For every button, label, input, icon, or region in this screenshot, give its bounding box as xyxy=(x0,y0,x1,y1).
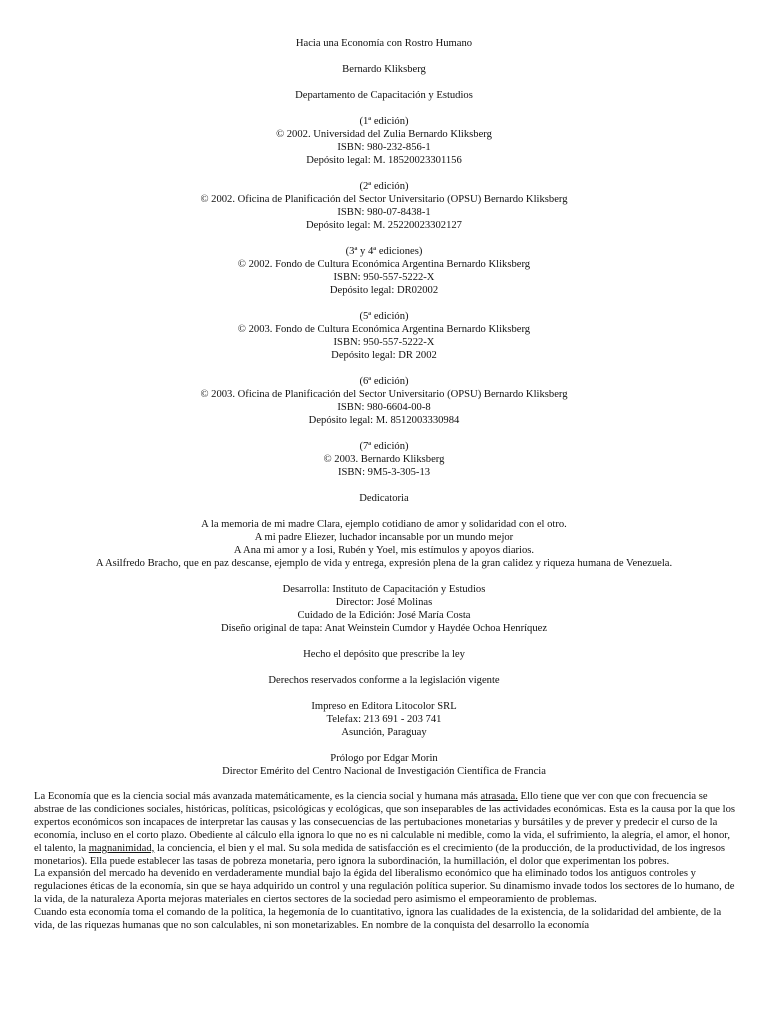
edition-label: (2ª edición) xyxy=(359,181,409,192)
edition-label: (3ª y 4ª ediciones) xyxy=(345,246,423,257)
edition-block xyxy=(0,375,768,427)
edition-block xyxy=(0,440,768,479)
credit-line: Desarrolla: Instituto de Capacitación y Estudios xyxy=(282,584,486,595)
impreso-line: Asunción, Paraguay xyxy=(341,727,427,738)
edition-line: ISBN: 950-557-5222-X xyxy=(333,337,435,348)
edition-line: ISBN: 9M5-3-305-13 xyxy=(337,467,431,478)
edition-line: © 2003. Fondo de Cultura Económica Argentina Bernardo Kliksberg xyxy=(237,324,531,335)
prologue-body xyxy=(34,791,736,933)
impreso-line: Impreso en Editora Litocolor SRL xyxy=(311,701,457,712)
impreso-line: Telefax: 213 691 - 203 741 xyxy=(326,714,442,725)
book-title: Hacia una Economía con Rostro Humano xyxy=(295,38,473,49)
credit-line: Director: José Molinas xyxy=(335,597,433,608)
credit-line: Diseño original de tapa: Anat Weinstein Cumdor y Haydée Ochoa Henríquez xyxy=(220,623,548,634)
edition-line: Depósito legal: M. 25220023302127 xyxy=(306,220,462,231)
edition-line: Depósito legal: DR 2002 xyxy=(331,350,437,361)
edition-line: ISBN: 980-6604-00-8 xyxy=(337,402,431,413)
impreso-block xyxy=(0,700,768,739)
edition-block xyxy=(0,245,768,297)
dedication-line: A mi padre Eliezer, luchador incansable por un mundo mejor xyxy=(254,532,514,543)
prologo-line: Prólogo por Edgar Morin xyxy=(330,753,438,764)
edition-line: © 2002. Fondo de Cultura Económica Argentina Bernardo Kliksberg xyxy=(237,259,531,270)
edition-line: © 2003. Bernardo Kliksberg xyxy=(323,454,445,465)
prologo-block xyxy=(0,752,768,778)
paragraph: La Economía que es la ciencia social más avanzada matemáticamente, es la ciencia social y humana más atrasada. Ello tiene que ver con que con frecuencia se abstrae de las condiciones sociales, históricas, políticas, psicológicas y ecológicas, que son inseparables de las actividades económicas. Esta es la causa por la que los expertos económicos son incapaces de interpretar las causas y las consecuencias de las pertubaciones monetarias y bursátiles y de prever y predecir el curso de la economía, incluso en el corto plazo. Obediente al cálculo ella ignora lo que no es ni calculable ni medible, como la vida, el sufrimiento, la alegría, el amor, el honor, el talento, la magnanimidad, la conciencia, el bien y el mal. Su sola medida de satisfacción es el crecimiento (de la producción, de la productividad, de los ingresos monetarios). Ella puede establecer las tasas de pobreza monetaria, pero ignora la subordinación, la humillación, el dolor que experimentan los pobres. xyxy=(34,791,736,867)
edition-line: © 2002. Universidad del Zulia Bernardo Kliksberg xyxy=(276,129,492,140)
book-author: Bernardo Kliksberg xyxy=(342,64,426,75)
underlined-word: magnanimidad, xyxy=(88,842,155,854)
edition-line: © 2002. Oficina de Planificación del Sector Universitario (OPSU) Bernardo Kliksberg xyxy=(200,194,568,205)
dedicatoria-heading: Dedicatoria xyxy=(359,493,409,504)
edition-label: (5ª edición) xyxy=(359,311,409,322)
edition-line: ISBN: 980-232-856-1 xyxy=(337,142,431,153)
edition-line: © 2003. Oficina de Planificación del Sector Universitario (OPSU) Bernardo Kliksberg xyxy=(200,389,568,400)
edition-line: ISBN: 950-557-5222-X xyxy=(333,272,435,283)
underlined-word: atrasada. xyxy=(480,791,518,802)
dedicatoria-block xyxy=(0,518,768,570)
credit-line: Cuidado de la Edición: José María Costa xyxy=(297,610,471,621)
edition-label: (1ª edición) xyxy=(359,116,409,127)
edition-line: Depósito legal: M. 8512003330984 xyxy=(308,415,460,426)
edition-block xyxy=(0,115,768,167)
edition-line: Depósito legal: DR02002 xyxy=(329,285,439,296)
edition-block xyxy=(0,180,768,232)
dedication-line: A la memoria de mi madre Clara, ejemplo cotidiano de amor y solidaridad con el otro. xyxy=(201,519,567,530)
prologo-line: Director Emérito del Centro Nacional de Investigación Científica de Francia xyxy=(222,766,546,777)
credits-block xyxy=(0,583,768,635)
edition-label: (6ª edición) xyxy=(359,376,409,387)
edition-line: Depósito legal: M. 18520023301156 xyxy=(306,155,462,166)
department: Departamento de Capacitación y Estudios xyxy=(295,90,473,101)
deposito-line: Hecho el depósito que prescribe la ley xyxy=(303,649,465,660)
paragraph: La expansión del mercado ha devenido en verdaderamente mundial bajo la égida del liberalismo económico que ha eliminado todos los antiguos controles y regulaciones éticas de la economía, sin que se haya adquirido un control y una regulación política superior. Su dinamismo invade todos los sectores de lo humano, de la vida, de la naturaleza Aporta mejoras materiales en ciertos sectores de la sociedad pero asimismo el empeoramiento de problemas. xyxy=(34,868,735,906)
edition-block xyxy=(0,310,768,362)
paragraph: Cuando esta economía toma el comando de la política, la hegemonía de lo cuantitativo, ignora las cualidades de la existencia, de la solidaridad del ambiente, de la vida, de las riquezas humanas que no son calculables, ni son monetarizables. En nombre de la conquista del desarrollo la economía xyxy=(34,907,722,932)
edition-label: (7ª edición) xyxy=(359,441,409,452)
dedication-line: A Asilfredo Bracho, que en paz descanse, ejemplo de vida y entrega, expresión plena de la gran calidez y riqueza humana de Venezuela. xyxy=(95,558,673,569)
dedication-line: A Ana mi amor y a Iosi, Rubén y Yoel, mis estímulos y apoyos diarios. xyxy=(233,545,535,556)
edition-line: ISBN: 980-07-8438-1 xyxy=(337,207,431,218)
derechos-line: Derechos reservados conforme a la legislación vigente xyxy=(268,675,500,686)
